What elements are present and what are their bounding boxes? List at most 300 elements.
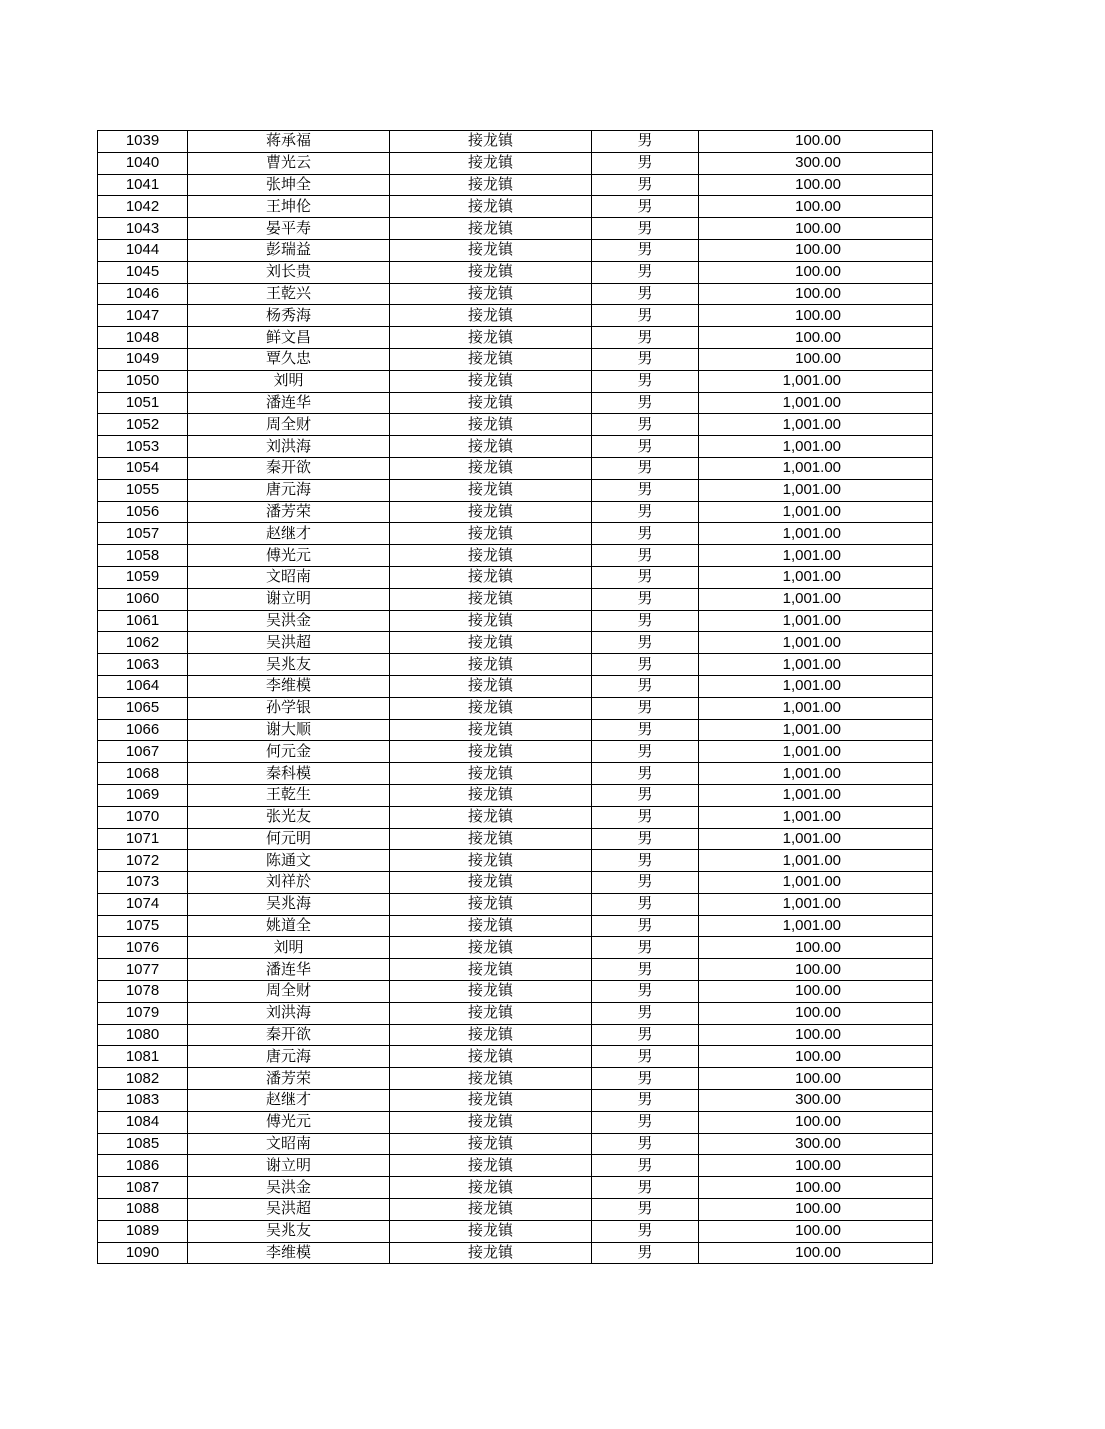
table-row bbox=[98, 348, 933, 370]
name-cell: 李维模 bbox=[188, 1242, 390, 1264]
name-cell: 孙学银 bbox=[188, 697, 390, 719]
name-cell: 彭瑞益 bbox=[188, 239, 390, 261]
amount-cell: 100.00 bbox=[699, 174, 933, 196]
table-row bbox=[98, 174, 933, 196]
gender-cell: 男 bbox=[592, 152, 699, 174]
gender-cell: 男 bbox=[592, 1155, 699, 1177]
name-cell: 王乾生 bbox=[188, 784, 390, 806]
name-cell: 曹光云 bbox=[188, 152, 390, 174]
gender-cell: 男 bbox=[592, 850, 699, 872]
town-cell: 接龙镇 bbox=[390, 131, 592, 153]
name-cell: 周全财 bbox=[188, 414, 390, 436]
table-row bbox=[98, 872, 933, 894]
name-cell: 吴洪金 bbox=[188, 1177, 390, 1199]
table-row bbox=[98, 239, 933, 261]
row-number-cell: 1046 bbox=[98, 283, 188, 305]
row-number-cell: 1078 bbox=[98, 981, 188, 1003]
row-number-cell: 1074 bbox=[98, 893, 188, 915]
amount-cell: 1,001.00 bbox=[699, 763, 933, 785]
gender-cell: 男 bbox=[592, 1046, 699, 1068]
name-cell: 吴洪超 bbox=[188, 632, 390, 654]
row-number-cell: 1062 bbox=[98, 632, 188, 654]
row-number-cell: 1081 bbox=[98, 1046, 188, 1068]
name-cell: 唐元海 bbox=[188, 479, 390, 501]
name-cell: 何元金 bbox=[188, 741, 390, 763]
name-cell: 傅光元 bbox=[188, 1111, 390, 1133]
name-cell: 覃久忠 bbox=[188, 348, 390, 370]
amount-cell: 1,001.00 bbox=[699, 697, 933, 719]
gender-cell: 男 bbox=[592, 893, 699, 915]
table-row bbox=[98, 566, 933, 588]
name-cell: 王乾兴 bbox=[188, 283, 390, 305]
row-number-cell: 1047 bbox=[98, 305, 188, 327]
row-number-cell: 1079 bbox=[98, 1002, 188, 1024]
table-row bbox=[98, 588, 933, 610]
town-cell: 接龙镇 bbox=[390, 261, 592, 283]
row-number-cell: 1048 bbox=[98, 327, 188, 349]
name-cell: 秦开欲 bbox=[188, 1024, 390, 1046]
name-cell: 吴兆友 bbox=[188, 1220, 390, 1242]
gender-cell: 男 bbox=[592, 828, 699, 850]
gender-cell: 男 bbox=[592, 196, 699, 218]
gender-cell: 男 bbox=[592, 1133, 699, 1155]
row-number-cell: 1089 bbox=[98, 1220, 188, 1242]
row-number-cell: 1040 bbox=[98, 152, 188, 174]
table-row bbox=[98, 828, 933, 850]
table-row bbox=[98, 654, 933, 676]
town-cell: 接龙镇 bbox=[390, 1133, 592, 1155]
gender-cell: 男 bbox=[592, 654, 699, 676]
name-cell: 杨秀海 bbox=[188, 305, 390, 327]
gender-cell: 男 bbox=[592, 501, 699, 523]
gender-cell: 男 bbox=[592, 632, 699, 654]
table-row bbox=[98, 1024, 933, 1046]
row-number-cell: 1057 bbox=[98, 523, 188, 545]
amount-cell: 1,001.00 bbox=[699, 806, 933, 828]
row-number-cell: 1075 bbox=[98, 915, 188, 937]
gender-cell: 男 bbox=[592, 457, 699, 479]
amount-cell: 300.00 bbox=[699, 1090, 933, 1112]
gender-cell: 男 bbox=[592, 806, 699, 828]
name-cell: 吴兆友 bbox=[188, 654, 390, 676]
amount-cell: 100.00 bbox=[699, 261, 933, 283]
table-row bbox=[98, 697, 933, 719]
gender-cell: 男 bbox=[592, 523, 699, 545]
name-cell: 刘洪海 bbox=[188, 436, 390, 458]
name-cell: 文昭南 bbox=[188, 1133, 390, 1155]
name-cell: 晏平寿 bbox=[188, 218, 390, 240]
name-cell: 李维模 bbox=[188, 675, 390, 697]
amount-cell: 100.00 bbox=[699, 1155, 933, 1177]
town-cell: 接龙镇 bbox=[390, 610, 592, 632]
amount-cell: 300.00 bbox=[699, 1133, 933, 1155]
town-cell: 接龙镇 bbox=[390, 1024, 592, 1046]
row-number-cell: 1066 bbox=[98, 719, 188, 741]
gender-cell: 男 bbox=[592, 872, 699, 894]
table-row bbox=[98, 327, 933, 349]
name-cell: 张光友 bbox=[188, 806, 390, 828]
row-number-cell: 1069 bbox=[98, 784, 188, 806]
gender-cell: 男 bbox=[592, 392, 699, 414]
amount-cell: 100.00 bbox=[699, 1199, 933, 1221]
town-cell: 接龙镇 bbox=[390, 741, 592, 763]
amount-cell: 100.00 bbox=[699, 981, 933, 1003]
gender-cell: 男 bbox=[592, 981, 699, 1003]
name-cell: 刘祥於 bbox=[188, 872, 390, 894]
row-number-cell: 1076 bbox=[98, 937, 188, 959]
town-cell: 接龙镇 bbox=[390, 327, 592, 349]
name-cell: 刘明 bbox=[188, 937, 390, 959]
row-number-cell: 1042 bbox=[98, 196, 188, 218]
gender-cell: 男 bbox=[592, 1024, 699, 1046]
gender-cell: 男 bbox=[592, 131, 699, 153]
name-cell: 刘明 bbox=[188, 370, 390, 392]
amount-cell: 100.00 bbox=[699, 239, 933, 261]
table-row bbox=[98, 959, 933, 981]
row-number-cell: 1068 bbox=[98, 763, 188, 785]
row-number-cell: 1053 bbox=[98, 436, 188, 458]
amount-cell: 100.00 bbox=[699, 1177, 933, 1199]
name-cell: 吴兆海 bbox=[188, 893, 390, 915]
amount-cell: 100.00 bbox=[699, 1111, 933, 1133]
row-number-cell: 1043 bbox=[98, 218, 188, 240]
gender-cell: 男 bbox=[592, 1068, 699, 1090]
gender-cell: 男 bbox=[592, 414, 699, 436]
amount-cell: 100.00 bbox=[699, 348, 933, 370]
town-cell: 接龙镇 bbox=[390, 697, 592, 719]
amount-cell: 1,001.00 bbox=[699, 566, 933, 588]
gender-cell: 男 bbox=[592, 545, 699, 567]
gender-cell: 男 bbox=[592, 566, 699, 588]
table-row bbox=[98, 196, 933, 218]
gender-cell: 男 bbox=[592, 937, 699, 959]
name-cell: 赵继才 bbox=[188, 1090, 390, 1112]
name-cell: 蒋承福 bbox=[188, 131, 390, 153]
gender-cell: 男 bbox=[592, 174, 699, 196]
row-number-cell: 1083 bbox=[98, 1090, 188, 1112]
amount-cell: 300.00 bbox=[699, 152, 933, 174]
amount-cell: 1,001.00 bbox=[699, 457, 933, 479]
row-number-cell: 1065 bbox=[98, 697, 188, 719]
town-cell: 接龙镇 bbox=[390, 479, 592, 501]
town-cell: 接龙镇 bbox=[390, 414, 592, 436]
gender-cell: 男 bbox=[592, 959, 699, 981]
amount-cell: 100.00 bbox=[699, 959, 933, 981]
town-cell: 接龙镇 bbox=[390, 566, 592, 588]
amount-cell: 1,001.00 bbox=[699, 872, 933, 894]
town-cell: 接龙镇 bbox=[390, 937, 592, 959]
gender-cell: 男 bbox=[592, 1111, 699, 1133]
table-row bbox=[98, 436, 933, 458]
town-cell: 接龙镇 bbox=[390, 174, 592, 196]
town-cell: 接龙镇 bbox=[390, 1090, 592, 1112]
table-row bbox=[98, 610, 933, 632]
name-cell: 谢大顺 bbox=[188, 719, 390, 741]
row-number-cell: 1086 bbox=[98, 1155, 188, 1177]
town-cell: 接龙镇 bbox=[390, 806, 592, 828]
table-row bbox=[98, 479, 933, 501]
gender-cell: 男 bbox=[592, 588, 699, 610]
gender-cell: 男 bbox=[592, 305, 699, 327]
row-number-cell: 1049 bbox=[98, 348, 188, 370]
name-cell: 傅光元 bbox=[188, 545, 390, 567]
table-row bbox=[98, 1155, 933, 1177]
row-number-cell: 1045 bbox=[98, 261, 188, 283]
amount-cell: 1,001.00 bbox=[699, 479, 933, 501]
row-number-cell: 1059 bbox=[98, 566, 188, 588]
table-row bbox=[98, 305, 933, 327]
table-row bbox=[98, 719, 933, 741]
name-cell: 刘长贵 bbox=[188, 261, 390, 283]
town-cell: 接龙镇 bbox=[390, 981, 592, 1003]
amount-cell: 1,001.00 bbox=[699, 392, 933, 414]
row-number-cell: 1050 bbox=[98, 370, 188, 392]
table-row bbox=[98, 981, 933, 1003]
row-number-cell: 1082 bbox=[98, 1068, 188, 1090]
town-cell: 接龙镇 bbox=[390, 152, 592, 174]
amount-cell: 1,001.00 bbox=[699, 741, 933, 763]
name-cell: 秦科模 bbox=[188, 763, 390, 785]
town-cell: 接龙镇 bbox=[390, 654, 592, 676]
row-number-cell: 1064 bbox=[98, 675, 188, 697]
table-row bbox=[98, 1068, 933, 1090]
table-row bbox=[98, 1046, 933, 1068]
table-row bbox=[98, 152, 933, 174]
town-cell: 接龙镇 bbox=[390, 1111, 592, 1133]
amount-cell: 1,001.00 bbox=[699, 675, 933, 697]
table-row bbox=[98, 1220, 933, 1242]
row-number-cell: 1070 bbox=[98, 806, 188, 828]
gender-cell: 男 bbox=[592, 239, 699, 261]
name-cell: 张坤全 bbox=[188, 174, 390, 196]
row-number-cell: 1055 bbox=[98, 479, 188, 501]
amount-cell: 100.00 bbox=[699, 1002, 933, 1024]
town-cell: 接龙镇 bbox=[390, 915, 592, 937]
gender-cell: 男 bbox=[592, 1177, 699, 1199]
roster-table-body bbox=[98, 131, 933, 1264]
name-cell: 潘连华 bbox=[188, 959, 390, 981]
town-cell: 接龙镇 bbox=[390, 763, 592, 785]
table-row bbox=[98, 414, 933, 436]
gender-cell: 男 bbox=[592, 436, 699, 458]
row-number-cell: 1088 bbox=[98, 1199, 188, 1221]
amount-cell: 100.00 bbox=[699, 937, 933, 959]
row-number-cell: 1071 bbox=[98, 828, 188, 850]
row-number-cell: 1067 bbox=[98, 741, 188, 763]
gender-cell: 男 bbox=[592, 218, 699, 240]
amount-cell: 1,001.00 bbox=[699, 632, 933, 654]
amount-cell: 100.00 bbox=[699, 1046, 933, 1068]
name-cell: 姚道全 bbox=[188, 915, 390, 937]
table-row bbox=[98, 784, 933, 806]
row-number-cell: 1060 bbox=[98, 588, 188, 610]
row-number-cell: 1084 bbox=[98, 1111, 188, 1133]
gender-cell: 男 bbox=[592, 370, 699, 392]
gender-cell: 男 bbox=[592, 719, 699, 741]
town-cell: 接龙镇 bbox=[390, 1220, 592, 1242]
town-cell: 接龙镇 bbox=[390, 1046, 592, 1068]
town-cell: 接龙镇 bbox=[390, 196, 592, 218]
table-row bbox=[98, 131, 933, 153]
table-row bbox=[98, 545, 933, 567]
name-cell: 唐元海 bbox=[188, 1046, 390, 1068]
gender-cell: 男 bbox=[592, 1002, 699, 1024]
name-cell: 潘芳荣 bbox=[188, 1068, 390, 1090]
table-row bbox=[98, 850, 933, 872]
row-number-cell: 1085 bbox=[98, 1133, 188, 1155]
amount-cell: 1,001.00 bbox=[699, 414, 933, 436]
table-row bbox=[98, 392, 933, 414]
town-cell: 接龙镇 bbox=[390, 239, 592, 261]
row-number-cell: 1087 bbox=[98, 1177, 188, 1199]
row-number-cell: 1073 bbox=[98, 872, 188, 894]
table-row bbox=[98, 1133, 933, 1155]
table-row bbox=[98, 893, 933, 915]
town-cell: 接龙镇 bbox=[390, 457, 592, 479]
town-cell: 接龙镇 bbox=[390, 632, 592, 654]
town-cell: 接龙镇 bbox=[390, 1002, 592, 1024]
town-cell: 接龙镇 bbox=[390, 1155, 592, 1177]
amount-cell: 100.00 bbox=[699, 283, 933, 305]
row-number-cell: 1058 bbox=[98, 545, 188, 567]
town-cell: 接龙镇 bbox=[390, 305, 592, 327]
name-cell: 陈通文 bbox=[188, 850, 390, 872]
amount-cell: 1,001.00 bbox=[699, 588, 933, 610]
gender-cell: 男 bbox=[592, 283, 699, 305]
table-row bbox=[98, 261, 933, 283]
gender-cell: 男 bbox=[592, 741, 699, 763]
name-cell: 吴洪超 bbox=[188, 1199, 390, 1221]
row-number-cell: 1054 bbox=[98, 457, 188, 479]
name-cell: 吴洪金 bbox=[188, 610, 390, 632]
town-cell: 接龙镇 bbox=[390, 218, 592, 240]
town-cell: 接龙镇 bbox=[390, 872, 592, 894]
town-cell: 接龙镇 bbox=[390, 784, 592, 806]
row-number-cell: 1044 bbox=[98, 239, 188, 261]
town-cell: 接龙镇 bbox=[390, 523, 592, 545]
town-cell: 接龙镇 bbox=[390, 370, 592, 392]
town-cell: 接龙镇 bbox=[390, 1068, 592, 1090]
table-row bbox=[98, 1002, 933, 1024]
table-row bbox=[98, 1090, 933, 1112]
name-cell: 赵继才 bbox=[188, 523, 390, 545]
town-cell: 接龙镇 bbox=[390, 392, 592, 414]
gender-cell: 男 bbox=[592, 327, 699, 349]
amount-cell: 1,001.00 bbox=[699, 828, 933, 850]
gender-cell: 男 bbox=[592, 479, 699, 501]
town-cell: 接龙镇 bbox=[390, 1199, 592, 1221]
table-row bbox=[98, 915, 933, 937]
row-number-cell: 1077 bbox=[98, 959, 188, 981]
name-cell: 潘芳荣 bbox=[188, 501, 390, 523]
town-cell: 接龙镇 bbox=[390, 675, 592, 697]
row-number-cell: 1039 bbox=[98, 131, 188, 153]
table-row bbox=[98, 806, 933, 828]
amount-cell: 1,001.00 bbox=[699, 850, 933, 872]
row-number-cell: 1041 bbox=[98, 174, 188, 196]
roster-table bbox=[97, 130, 933, 1264]
town-cell: 接龙镇 bbox=[390, 719, 592, 741]
row-number-cell: 1056 bbox=[98, 501, 188, 523]
row-number-cell: 1080 bbox=[98, 1024, 188, 1046]
gender-cell: 男 bbox=[592, 675, 699, 697]
amount-cell: 100.00 bbox=[699, 305, 933, 327]
gender-cell: 男 bbox=[592, 610, 699, 632]
table-row bbox=[98, 632, 933, 654]
amount-cell: 1,001.00 bbox=[699, 719, 933, 741]
row-number-cell: 1051 bbox=[98, 392, 188, 414]
gender-cell: 男 bbox=[592, 1242, 699, 1264]
name-cell: 秦开欲 bbox=[188, 457, 390, 479]
town-cell: 接龙镇 bbox=[390, 348, 592, 370]
row-number-cell: 1061 bbox=[98, 610, 188, 632]
name-cell: 文昭南 bbox=[188, 566, 390, 588]
amount-cell: 1,001.00 bbox=[699, 501, 933, 523]
table-row bbox=[98, 370, 933, 392]
amount-cell: 1,001.00 bbox=[699, 545, 933, 567]
row-number-cell: 1063 bbox=[98, 654, 188, 676]
amount-cell: 100.00 bbox=[699, 1024, 933, 1046]
table-row bbox=[98, 1199, 933, 1221]
name-cell: 谢立明 bbox=[188, 588, 390, 610]
gender-cell: 男 bbox=[592, 784, 699, 806]
row-number-cell: 1052 bbox=[98, 414, 188, 436]
table-row bbox=[98, 457, 933, 479]
table-row bbox=[98, 675, 933, 697]
amount-cell: 1,001.00 bbox=[699, 915, 933, 937]
amount-cell: 100.00 bbox=[699, 1220, 933, 1242]
amount-cell: 100.00 bbox=[699, 196, 933, 218]
town-cell: 接龙镇 bbox=[390, 588, 592, 610]
name-cell: 鲜文昌 bbox=[188, 327, 390, 349]
name-cell: 王坤伦 bbox=[188, 196, 390, 218]
gender-cell: 男 bbox=[592, 763, 699, 785]
amount-cell: 1,001.00 bbox=[699, 523, 933, 545]
town-cell: 接龙镇 bbox=[390, 436, 592, 458]
amount-cell: 1,001.00 bbox=[699, 610, 933, 632]
amount-cell: 100.00 bbox=[699, 131, 933, 153]
gender-cell: 男 bbox=[592, 348, 699, 370]
amount-cell: 1,001.00 bbox=[699, 436, 933, 458]
table-row bbox=[98, 741, 933, 763]
amount-cell: 1,001.00 bbox=[699, 654, 933, 676]
row-number-cell: 1072 bbox=[98, 850, 188, 872]
name-cell: 刘洪海 bbox=[188, 1002, 390, 1024]
name-cell: 谢立明 bbox=[188, 1155, 390, 1177]
amount-cell: 100.00 bbox=[699, 1242, 933, 1264]
table-row bbox=[98, 937, 933, 959]
town-cell: 接龙镇 bbox=[390, 1177, 592, 1199]
table-row bbox=[98, 501, 933, 523]
table-row bbox=[98, 1111, 933, 1133]
gender-cell: 男 bbox=[592, 261, 699, 283]
table-row bbox=[98, 763, 933, 785]
town-cell: 接龙镇 bbox=[390, 828, 592, 850]
name-cell: 何元明 bbox=[188, 828, 390, 850]
town-cell: 接龙镇 bbox=[390, 501, 592, 523]
town-cell: 接龙镇 bbox=[390, 1242, 592, 1264]
table-row bbox=[98, 1242, 933, 1264]
name-cell: 潘连华 bbox=[188, 392, 390, 414]
town-cell: 接龙镇 bbox=[390, 545, 592, 567]
amount-cell: 1,001.00 bbox=[699, 893, 933, 915]
amount-cell: 100.00 bbox=[699, 1068, 933, 1090]
row-number-cell: 1090 bbox=[98, 1242, 188, 1264]
name-cell: 周全财 bbox=[188, 981, 390, 1003]
gender-cell: 男 bbox=[592, 697, 699, 719]
town-cell: 接龙镇 bbox=[390, 959, 592, 981]
amount-cell: 1,001.00 bbox=[699, 370, 933, 392]
